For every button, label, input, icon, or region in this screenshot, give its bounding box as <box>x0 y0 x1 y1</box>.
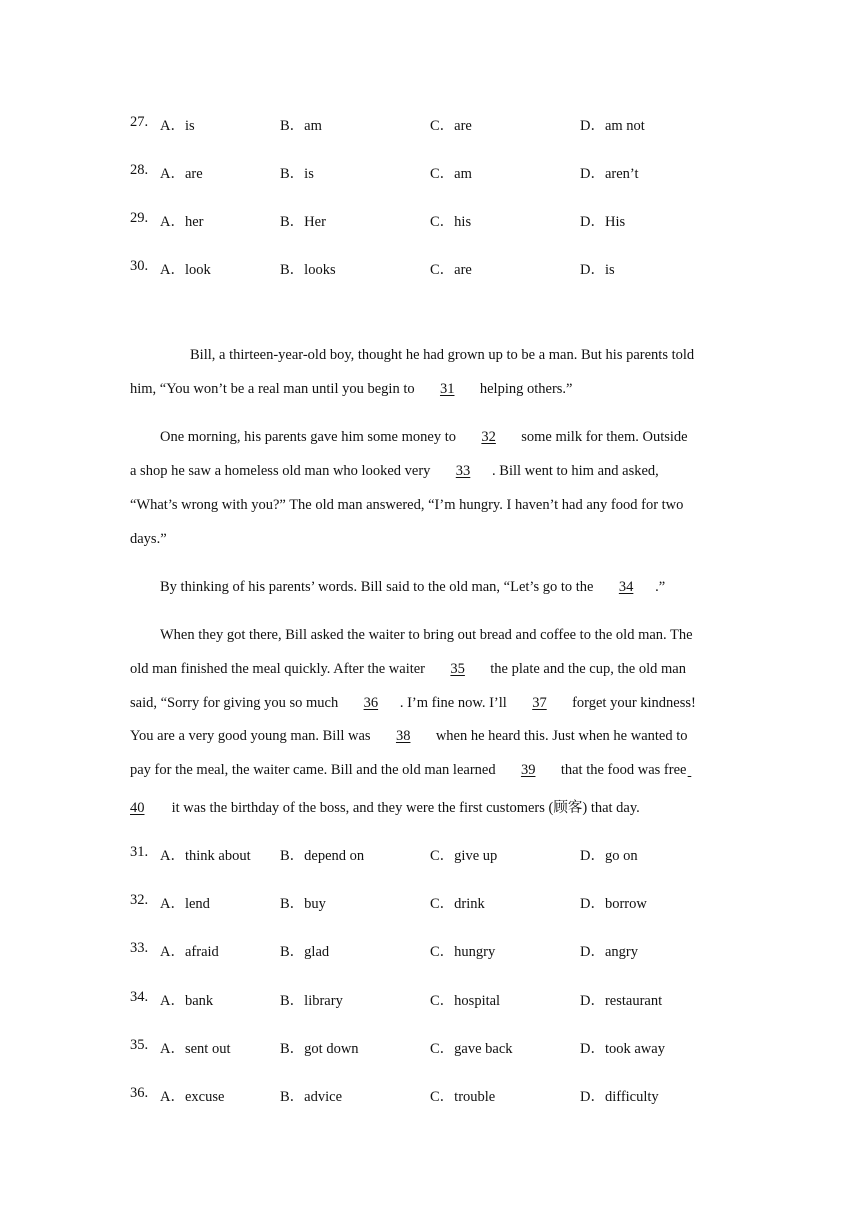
passage-text: days.” <box>130 531 167 547</box>
passage-line <box>130 695 696 712</box>
passage-text: You are a very good young man. Bill was <box>130 728 375 744</box>
option-d: D．restaurant <box>580 993 663 1009</box>
passage-text: . Bill went to him and asked, <box>492 463 659 479</box>
option-d: D．aren’t <box>580 166 639 182</box>
option-c: C．give up <box>430 848 498 864</box>
passage-line <box>160 429 688 446</box>
passage-text: forget your kindness! <box>568 695 696 711</box>
option-d: D．am not <box>580 118 645 134</box>
option-c: C．his <box>430 214 472 230</box>
passage-text: him, “You won’t be a real man until you begin to <box>130 381 419 397</box>
option-d: D．angry <box>580 944 638 960</box>
passage-text: when he heard this. Just when he wanted to <box>432 728 688 744</box>
passage-text: .” <box>655 579 666 595</box>
option-a: A．afraid <box>160 944 219 960</box>
option-c: C．drink <box>430 896 485 912</box>
blank-34: 34 <box>618 579 634 595</box>
blank-38: 38 <box>395 728 411 744</box>
option-b: B．buy <box>280 896 326 912</box>
question-number: 32. <box>130 892 149 908</box>
option-c: C．hospital <box>430 993 501 1009</box>
option-c: C．are <box>430 262 472 278</box>
option-b: B．is <box>280 166 314 182</box>
option-b: B．got down <box>280 1041 359 1057</box>
blank-36: 36 <box>363 695 379 711</box>
option-a: A．excuse <box>160 1089 225 1105</box>
passage-text: it was the birthday of the boss, and they were the first customers (顾客) that day. <box>168 800 640 816</box>
blank-32: 32 <box>481 429 496 445</box>
passage-text: When they got there, Bill asked the waiter to bring out bread and coffee to the old man. The <box>160 627 693 643</box>
question-number: 28. <box>130 162 149 178</box>
passage-line <box>160 579 665 596</box>
option-a: A．her <box>160 214 204 230</box>
passage-line <box>130 762 692 779</box>
option-b: B．advice <box>280 1089 343 1105</box>
option-b: B．Her <box>280 214 326 230</box>
question-number: 36. <box>130 1085 149 1101</box>
passage-line <box>130 796 640 817</box>
passage-text: One morning, his parents gave him some money to <box>160 429 460 445</box>
option-a: A．look <box>160 262 211 278</box>
passage-line <box>130 728 688 745</box>
passage-text: old man finished the meal quickly. After the waiter <box>130 661 429 677</box>
blank-40: 40 <box>130 800 145 816</box>
passage-text: the plate and the cup, the old man <box>486 661 686 677</box>
option-c: C．hungry <box>430 944 496 960</box>
option-c: C．trouble <box>430 1089 496 1105</box>
passage-text: By thinking of his parents’ words. Bill said to the old man, “Let’s go to the <box>160 579 598 595</box>
option-a: A．lend <box>160 896 210 912</box>
option-a: A．are <box>160 166 203 182</box>
blank-40-start <box>686 762 692 779</box>
passage-text: helping others.” <box>476 381 573 397</box>
passage-line <box>130 497 683 514</box>
option-c: C．gave back <box>430 1041 513 1057</box>
blank-39: 39 <box>520 762 536 778</box>
option-d: D．go on <box>580 848 638 864</box>
question-number: 27. <box>130 114 149 130</box>
passage-line <box>160 627 693 644</box>
blank-33: 33 <box>455 463 471 479</box>
option-a: A．think about <box>160 848 251 864</box>
option-a: A．is <box>160 118 195 134</box>
blank-37: 37 <box>532 695 547 711</box>
question-number: 33. <box>130 940 149 956</box>
passage-text: pay for the meal, the waiter came. Bill and the old man learned <box>130 762 500 778</box>
passage-text: that the food was free <box>557 762 687 778</box>
option-b: B．looks <box>280 262 336 278</box>
blank-35: 35 <box>450 661 465 677</box>
passage-text: “What’s wrong with you?” The old man answered, “I’m hungry. I haven’t had any food for two <box>130 497 684 513</box>
option-b: B．glad <box>280 944 330 960</box>
option-a: A．sent out <box>160 1041 231 1057</box>
passage-text: some milk for them. Outside <box>517 429 688 445</box>
question-number: 31. <box>130 844 149 860</box>
blank-31: 31 <box>439 381 455 397</box>
option-c: C．am <box>430 166 472 182</box>
passage-line <box>130 661 686 678</box>
option-d: D．His <box>580 214 626 230</box>
option-d: D．difficulty <box>580 1089 659 1105</box>
passage-line <box>130 531 167 548</box>
option-d: D．borrow <box>580 896 647 912</box>
question-number: 34. <box>130 989 149 1005</box>
option-b: B．depend on <box>280 848 365 864</box>
passage-line <box>190 347 694 364</box>
passage-line <box>130 463 659 480</box>
option-d: D．is <box>580 262 615 278</box>
option-b: B．library <box>280 993 343 1009</box>
option-c: C．are <box>430 118 472 134</box>
option-a: A．bank <box>160 993 214 1009</box>
option-b: B．am <box>280 118 322 134</box>
passage-text: . I’m fine now. I’ll <box>399 695 511 711</box>
passage-line <box>130 381 572 398</box>
passage-text: said, “Sorry for giving you so much <box>130 695 342 711</box>
option-d: D．took away <box>580 1041 665 1057</box>
passage-text: Bill, a thirteen-year-old boy, thought he had grown up to be a man. But his parents told <box>190 347 695 363</box>
passage-text: a shop he saw a homeless old man who looked very <box>130 463 435 479</box>
question-number: 30. <box>130 258 149 274</box>
question-number: 29. <box>130 210 149 226</box>
question-number: 35. <box>130 1037 149 1053</box>
